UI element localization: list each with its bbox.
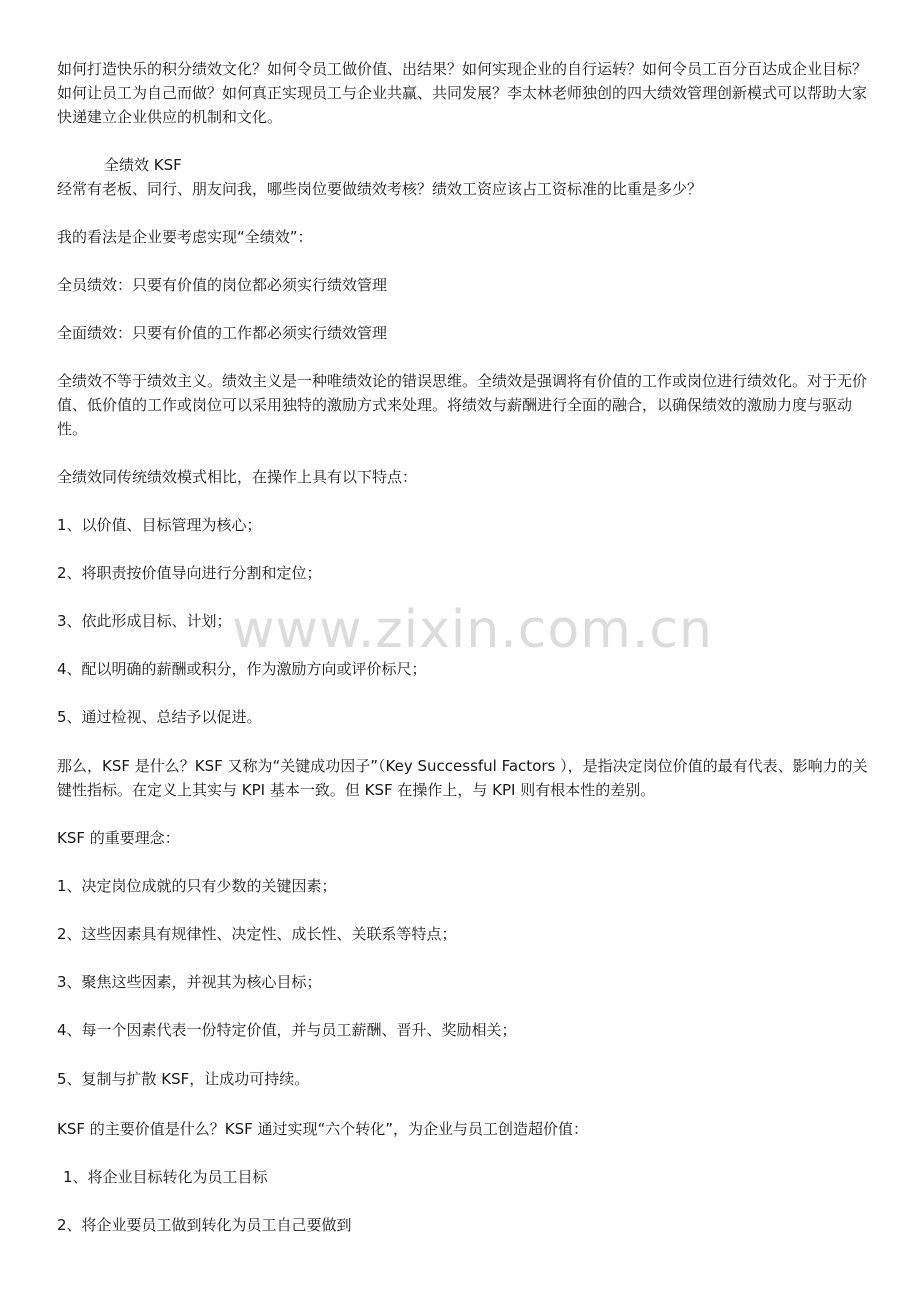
paragraph: 经常有老板、同行、朋友问我，哪些岗位要做绩效考核？绩效工资应该占工资标准的比重是多少？ (57, 180, 703, 198)
paragraph: 那么，KSF 是什么？KSF 又称为“关键成功因子”（Key Successful Factors ），是指决定岗位价值的最有代表、影响力的关键性指标。在定义上其实与 KPI 基本一致。但 KSF 在操作上，与 KPI 则有根本性的差别。 (57, 757, 868, 799)
paragraph: 全员绩效：只要有价值的岗位都必须实行绩效管理 (57, 276, 388, 294)
list-item: 2、将职责按价值导向进行分割和定位； (57, 564, 322, 582)
paragraph: 全绩效同传统绩效模式相比，在操作上具有以下特点： (57, 468, 418, 486)
paragraph: 全绩效不等于绩效主义。绩效主义是一种唯绩效论的错误思维。全绩效是强调将有价值的工作或岗位进行绩效化。对于无价值、低价值的工作或岗位可以采用独特的激励方式来处理。将绩效与薪酬进行全面的融合，以确保绩效的激励力度与驱动性。 (57, 372, 868, 438)
paragraph: 全面绩效：只要有价值的工作都必须实行绩效管理 (57, 324, 388, 342)
list-item: 3、聚焦这些因素，并视其为核心目标； (57, 973, 322, 991)
section-heading: 全绩效 KSF (104, 156, 182, 174)
list-item: 5、通过检视、总结予以促进。 (57, 708, 262, 726)
list-item: 4、配以明确的薪酬或积分，作为激励方向或评价标尺； (57, 660, 427, 678)
list-item: 1、以价值、目标管理为核心； (57, 516, 262, 534)
paragraph: KSF 的主要价值是什么？KSF 通过实现“六个转化”，为企业与员工创造超价值： (57, 1120, 589, 1138)
list-item: 2、将企业要员工做到转化为员工自己要做到 (57, 1216, 352, 1234)
watermark: www.zixin.com.cn (232, 600, 713, 660)
list-item: 1、将企业目标转化为员工目标 (63, 1168, 268, 1186)
paragraph: 我的看法是企业要考虑实现“全绩效”： (57, 228, 313, 246)
list-item: 3、依此形成目标、计划； (57, 612, 232, 630)
list-item: 2、这些因素具有规律性、决定性、成长性、关联系等特点； (57, 925, 457, 943)
list-item: 4、每一个因素代表一份特定价值，并与员工薪酬、晋升、奖励相关； (57, 1021, 517, 1039)
list-item: 1、决定岗位成就的只有少数的关键因素； (57, 877, 337, 895)
list-item: 5、复制与扩散 KSF，让成功可持续。 (57, 1070, 310, 1088)
intro-paragraph: 如何打造快乐的积分绩效文化？如何令员工做价值、出结果？如何实现企业的自行运转？如何令员工百分百达成企业目标？如何让员工为自己而做？如何真正实现员工与企业共赢、共同发展？李太林老师独创的四大绩效管理创新模式可以帮助大家快递建立企业供应的机制和文化。 (57, 60, 868, 126)
paragraph: KSF 的重要理念： (57, 829, 180, 847)
